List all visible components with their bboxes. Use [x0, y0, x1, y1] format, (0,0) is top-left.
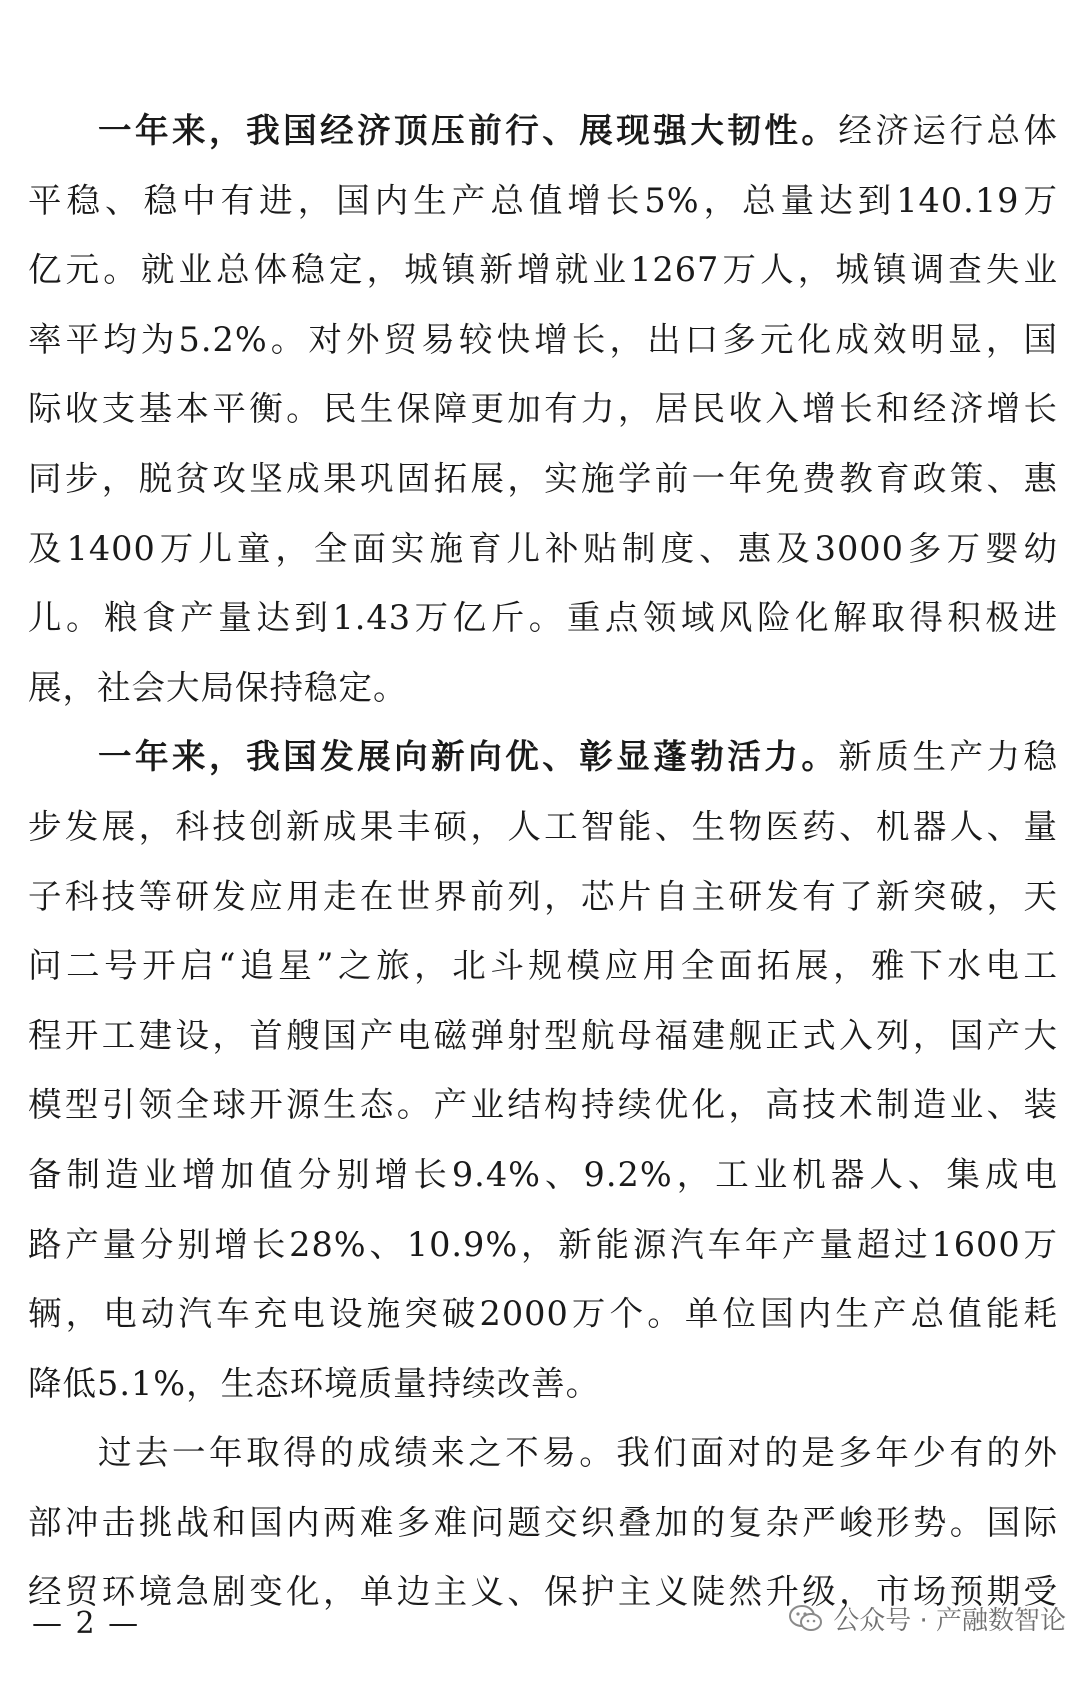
paragraph-line: 部冲击挑战和国内两难多难问题交织叠加的复杂严峻形势。国际 — [28, 1502, 1058, 1542]
paragraph-2-line-1 — [28, 722, 1058, 792]
paragraph-line: 亿元。就业总体稳定，城镇新增就业1267万人，城镇调查失业 — [28, 250, 1058, 290]
paragraph-line: 及1400万儿童，全面实施育儿补贴制度、惠及3000多万婴幼 — [28, 528, 1058, 568]
paragraph-line: 同步，脱贫攻坚成果巩固拓展，实施学前一年免费教育政策、惠 — [28, 458, 1058, 498]
paragraph-line: 平稳、稳中有进，国内生产总值增长5%，总量达到140.19万 — [28, 180, 1058, 220]
paragraph-line: 模型引领全球开源生态。产业结构持续优化，高技术制造业、装 — [28, 1085, 1058, 1125]
wechat-icon — [789, 1604, 823, 1634]
paragraph-1-lead: 一年来，我国经济顶压前行、展现强大韧性。 — [98, 111, 839, 150]
paragraph-line: 问二号开启“追星”之旅，北斗规模应用全面拓展，雅下水电工 — [28, 946, 1058, 986]
paragraph-2-lead: 一年来，我国发展向新向优、彰显蓬勃活力。 — [98, 737, 839, 777]
paragraph-line: 步发展，科技创新成果丰硕，人工智能、生物医药、机器人、量 — [28, 806, 1058, 846]
paragraph-line: 际收支基本平衡。民生保障更加有力，居民收入增长和经济增长 — [28, 389, 1058, 429]
paragraph-line: 路产量分别增长28%、10.9%，新能源汽车年产量超过1600万 — [28, 1224, 1058, 1264]
paragraph-line: 展，社会大局保持稳定。 — [28, 667, 408, 707]
paragraph-line: 儿。粮食产量达到1.43万亿斤。重点领域风险化解取得积极进 — [28, 598, 1058, 638]
paragraph-line: 程开工建设，首艘国产电磁弹射型航母福建舰正式入列，国产大 — [28, 1015, 1058, 1055]
watermark — [789, 1600, 1066, 1637]
paragraph-line: 经贸环境急剧变化，单边主义、保护主义陡然升级，市场预期受 — [28, 1572, 1058, 1612]
paragraph-line: 率平均为5.2%。对外贸易较快增长，出口多元化成效明显，国 — [28, 319, 1058, 359]
paragraph-line: 降低5.1%，生态环境质量持续改善。 — [28, 1363, 601, 1403]
paragraph-line: 子科技等研发应用走在世界前列，芯片自主研发有了新突破，天 — [28, 876, 1058, 916]
document-body — [28, 96, 1058, 1627]
page-number: — 2 — — [32, 1606, 141, 1641]
paragraph-3-line-1: 过去一年取得的成绩来之不易。我们面对的是多年少有的外 — [98, 1433, 1058, 1473]
paragraph-line: 辆，电动汽车充电设施突破2000万个。单位国内生产总值能耗 — [28, 1294, 1058, 1334]
paragraph-2-line-1-rest: 新质生产力稳 — [838, 737, 1059, 777]
watermark-text: 公众号 · 产融数智论 — [833, 1606, 1066, 1636]
paragraph-1-line-1-rest: 经济运行总体 — [838, 111, 1059, 150]
paragraph-line: 备制造业增加值分别增长9.4%、9.2%，工业机器人、集成电 — [28, 1154, 1058, 1194]
paragraph-1-line-1 — [28, 96, 1058, 166]
